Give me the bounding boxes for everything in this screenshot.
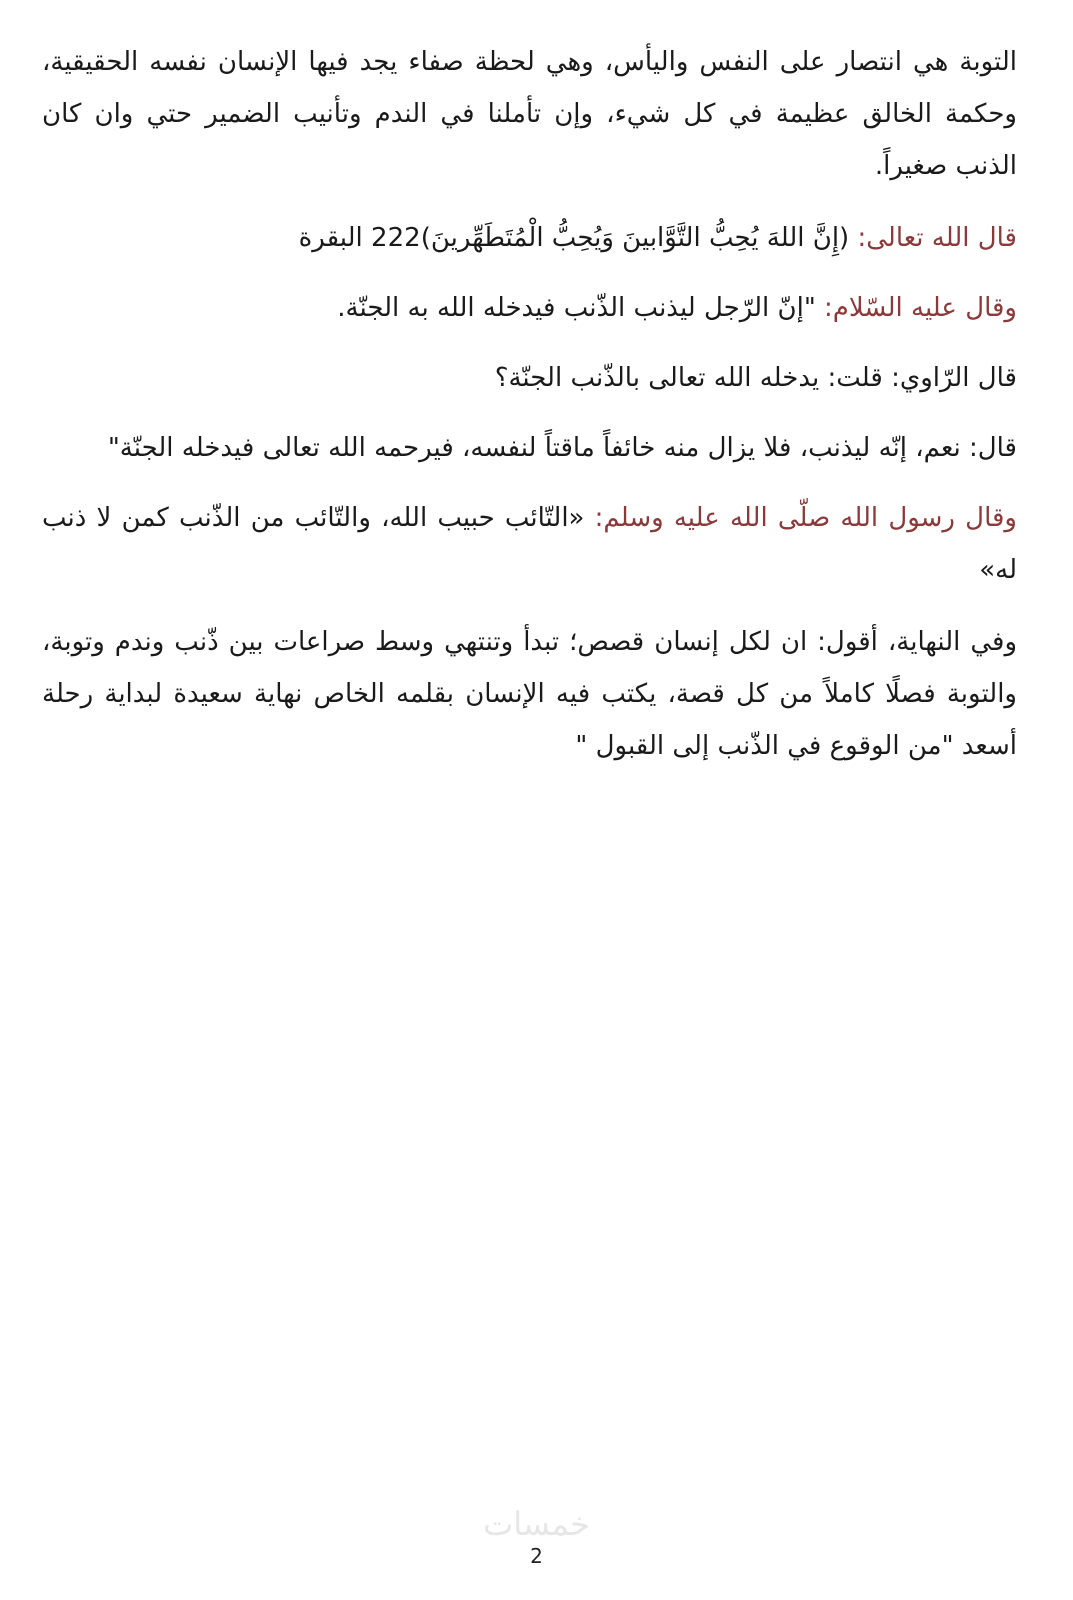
hadith1-paragraph	[42, 282, 1017, 334]
verse-paragraph	[42, 212, 1017, 264]
document-body	[42, 36, 1017, 792]
conclusion-paragraph: وفي النهاية، أقول: ان لكل إنسان قصص؛ تبدأ وتنتهي وسط صراعات بين ذّنب وندم وتوبة، والتوبة فصلًا كاملاً من كل قصة، يكتب فيه الإنسان بقلمه الخاص نهاية سعيدة لبداية رحلة أسعد "من الوقوع في الذّنب إلى القبول "	[42, 627, 1017, 761]
verse-text: (إِنَّ اللهَ يُحِبُّ التَّوَّابينَ وَيُحِبُّ الْمُتَطَهِّرينَ)222 البقرة	[298, 223, 850, 253]
answer-paragraph: قال: نعم، إنّه ليذنب، فلا يزال منه خائفاً ماقتاً لنفسه، فيرحمه الله تعالى فيدخله الجنّة"	[107, 433, 1017, 463]
verse-speaker: قال الله تعالى:	[857, 223, 1017, 253]
hadith2-paragraph	[42, 492, 1017, 596]
hadith2-speaker: وقال رسول الله صلّى الله عليه وسلم:	[594, 503, 1017, 533]
watermark-logo: خمسات	[483, 1505, 590, 1543]
hadith1-speaker: وقال عليه السّلام:	[824, 293, 1017, 323]
page-number: 2	[530, 1544, 543, 1568]
hadith1-text: "إنّ الرّجل ليذنب الذّنب فيدخله الله به الجنّة.	[337, 293, 816, 323]
hadith2-text: «التّائب حبيب الله، والتّائب من الذّنب كمن لا ذنب له»	[42, 503, 1017, 585]
intro-paragraph: التوبة هي انتصار على النفس واليأس، وهي لحظة صفاء يجد فيها الإنسان نفسه الحقيقية، وحكمة الخالق عظيمة في كل شيء، وإن تأملنا في الندم وتأنيب الضمير حتي وان كان الذنب صغيراً.	[42, 47, 1017, 181]
narrator-paragraph: قال الرّاوي: قلت: يدخله الله تعالى بالذّنب الجنّة؟	[494, 363, 1017, 393]
